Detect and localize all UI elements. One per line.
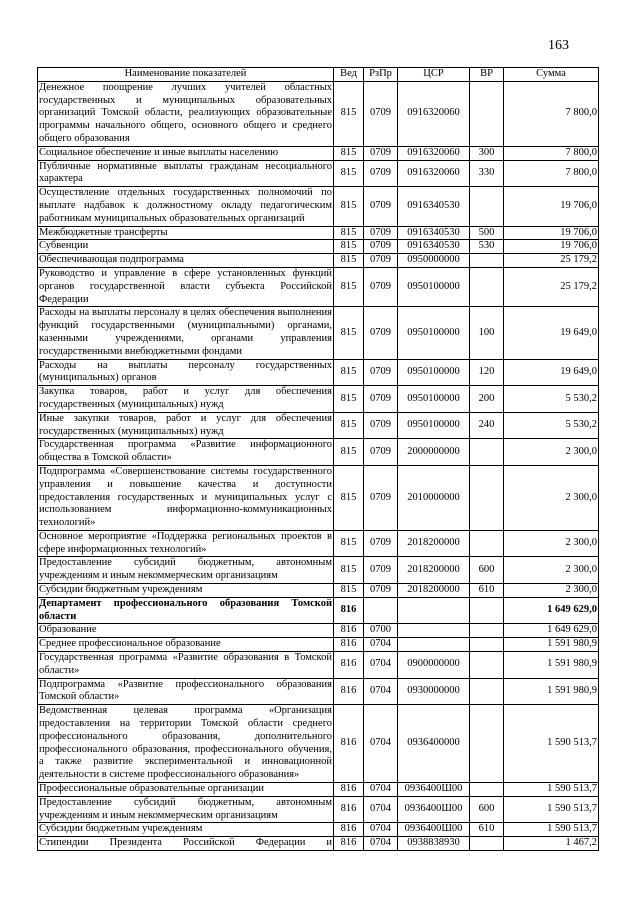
budget-table [37,67,599,851]
cell-ved: 815 [334,465,364,530]
cell-sum: 7 800,0 [504,146,599,160]
table-row [38,160,599,187]
cell-rzpr: 0709 [364,465,398,530]
cell-csr: 0950100000 [398,386,470,413]
header-csr: ЦСР [398,68,470,82]
table-row [38,584,599,598]
cell-vr: 610 [470,584,504,598]
cell-rzpr: 0709 [364,439,398,466]
cell-rzpr: 0709 [364,240,398,254]
cell-csr: 0900000000 [398,652,470,679]
cell-name: Межбюджетные трансферты [38,226,334,240]
table-row [38,638,599,652]
cell-sum: 19 706,0 [504,226,599,240]
cell-ved: 815 [334,160,364,187]
cell-ved: 815 [334,187,364,226]
cell-rzpr: 0709 [364,254,398,268]
cell-csr: 0916320060 [398,146,470,160]
cell-ved: 815 [334,240,364,254]
cell-vr: 240 [470,412,504,439]
cell-ved: 815 [334,386,364,413]
page-number: 163 [548,38,569,53]
table-row [38,307,599,359]
cell-csr: 0936400Ш00 [398,823,470,837]
cell-ved: 815 [334,146,364,160]
table-row [38,624,599,638]
cell-vr [470,638,504,652]
cell-name: Государственная программа «Развитие образования в Томской области» [38,652,334,679]
cell-sum: 25 179,2 [504,267,599,306]
cell-name: Субсидии бюджетным учреждениям [38,823,334,837]
cell-name: Подпрограмма «Совершенствование системы государственного управления и повышение качества и доступности предоставления государственных и муниципальных услуг с использованием информационно-коммуникационных технологий» [38,465,334,530]
cell-rzpr: 0709 [364,81,398,146]
cell-vr: 610 [470,823,504,837]
cell-sum: 1 591 980,9 [504,652,599,679]
table-row [38,678,599,705]
cell-vr: 120 [470,359,504,386]
table-body [38,81,599,850]
cell-csr: 0950100000 [398,412,470,439]
cell-name: Закупка товаров, работ и услуг для обеспечения государственных (муниципальных) нужд [38,386,334,413]
cell-sum: 1 591 980,9 [504,638,599,652]
cell-ved: 816 [334,597,364,624]
cell-name: Подпрограмма «Развитие профессионального образования Томской области» [38,678,334,705]
cell-name: Основное мероприятие «Поддержка региональных проектов в сфере информационных технологий» [38,530,334,557]
cell-csr [398,638,470,652]
cell-csr: 0916320060 [398,160,470,187]
cell-vr: 330 [470,160,504,187]
cell-name: Стипендии Президента Российской Федерации и [38,837,334,851]
table-row [38,783,599,797]
cell-sum: 1 591 980,9 [504,678,599,705]
table-row [38,530,599,557]
cell-sum: 19 649,0 [504,359,599,386]
table-row [38,146,599,160]
cell-rzpr: 0704 [364,705,398,783]
cell-ved: 816 [334,837,364,851]
cell-ved: 815 [334,81,364,146]
cell-sum: 2 300,0 [504,584,599,598]
cell-csr: 0936400Ш00 [398,796,470,823]
cell-rzpr: 0704 [364,652,398,679]
cell-vr [470,530,504,557]
cell-csr: 0950100000 [398,359,470,386]
cell-ved: 816 [334,705,364,783]
cell-ved: 815 [334,226,364,240]
cell-sum: 2 300,0 [504,439,599,466]
table-row [38,187,599,226]
cell-rzpr: 0704 [364,823,398,837]
cell-name: Среднее профессиональное образование [38,638,334,652]
header-sum: Сумма [504,68,599,82]
cell-sum: 2 300,0 [504,557,599,584]
cell-rzpr: 0709 [364,160,398,187]
cell-name: Обеспечивающая подпрограмма [38,254,334,268]
cell-csr: 2018200000 [398,530,470,557]
table-row [38,254,599,268]
cell-vr [470,465,504,530]
cell-rzpr: 0704 [364,837,398,851]
cell-ved: 815 [334,254,364,268]
cell-csr: 2010000000 [398,465,470,530]
cell-name: Субвенции [38,240,334,254]
cell-ved: 815 [334,412,364,439]
table-row [38,465,599,530]
cell-rzpr: 0700 [364,624,398,638]
cell-rzpr: 0709 [364,226,398,240]
cell-sum: 2 300,0 [504,530,599,557]
cell-ved: 816 [334,638,364,652]
cell-vr [470,267,504,306]
cell-ved: 815 [334,530,364,557]
table-row [38,267,599,306]
cell-csr: 0936400Ш00 [398,783,470,797]
cell-vr [470,705,504,783]
cell-rzpr: 0704 [364,638,398,652]
table-row [38,439,599,466]
cell-name: Публичные нормативные выплаты гражданам несоциального характера [38,160,334,187]
table-row [38,652,599,679]
cell-csr: 0916340530 [398,187,470,226]
cell-csr: 2018200000 [398,557,470,584]
cell-name: Государственная программа «Развитие информационного общества в Томской области» [38,439,334,466]
cell-rzpr: 0709 [364,146,398,160]
cell-sum: 1 590 513,7 [504,705,599,783]
table-row [38,557,599,584]
cell-csr: 0950100000 [398,267,470,306]
cell-name: Ведомственная целевая программа «Организация предоставления на территории Томской области среднего профессионального образования, дополнительного профессионального образования, профессионального обучения, а также развитие экспериментальной и инновационной деятельности в системе профессионального образования» [38,705,334,783]
cell-vr [470,837,504,851]
cell-sum: 19 706,0 [504,187,599,226]
cell-csr: 0936400000 [398,705,470,783]
table-row [38,837,599,851]
cell-csr: 0950000000 [398,254,470,268]
cell-rzpr: 0709 [364,530,398,557]
header-vr: ВР [470,68,504,82]
cell-ved: 816 [334,678,364,705]
cell-sum: 1 590 513,7 [504,783,599,797]
cell-ved: 815 [334,307,364,359]
cell-sum: 2 300,0 [504,465,599,530]
cell-vr: 600 [470,796,504,823]
header-name: Наименование показателей [38,68,334,82]
header-rzpr: РзПр [364,68,398,82]
cell-ved: 816 [334,652,364,679]
table-row [38,823,599,837]
cell-sum: 1 590 513,7 [504,823,599,837]
cell-sum: 19 649,0 [504,307,599,359]
cell-name: Осуществление отдельных государственных полномочий по выплате надбавок к должностному окладу педагогическим работникам муниципальных образовательных организаций [38,187,334,226]
cell-vr: 100 [470,307,504,359]
table-row [38,796,599,823]
cell-ved: 816 [334,823,364,837]
cell-ved: 815 [334,557,364,584]
cell-name: Образование [38,624,334,638]
cell-sum: 19 706,0 [504,240,599,254]
cell-name: Предоставление субсидий бюджетным, автономным учреждениям и иным некоммерческим организациям [38,796,334,823]
cell-name: Социальное обеспечение и иные выплаты населению [38,146,334,160]
cell-rzpr: 0704 [364,678,398,705]
cell-vr [470,652,504,679]
cell-csr: 0916340530 [398,240,470,254]
cell-vr: 200 [470,386,504,413]
cell-ved: 816 [334,783,364,797]
cell-csr: 0916320060 [398,81,470,146]
cell-sum: 1 467,2 [504,837,599,851]
cell-name: Руководство и управление в сфере установленных функций органов государственной власти субъекта Российской Федерации [38,267,334,306]
cell-name: Предоставление субсидий бюджетным, автономным учреждениям и иным некоммерческим организациям [38,557,334,584]
cell-sum: 1 649 629,0 [504,624,599,638]
cell-sum: 5 530,2 [504,412,599,439]
cell-sum: 25 179,2 [504,254,599,268]
header-ved: Вед [334,68,364,82]
table-header-row [38,68,599,82]
cell-rzpr: 0709 [364,359,398,386]
table-row [38,386,599,413]
table-row [38,359,599,386]
cell-sum: 1 649 629,0 [504,597,599,624]
cell-vr: 300 [470,146,504,160]
cell-ved: 815 [334,359,364,386]
table-row [38,81,599,146]
cell-name: Профессиональные образовательные организации [38,783,334,797]
cell-sum: 1 590 513,7 [504,796,599,823]
cell-vr [470,678,504,705]
cell-vr [470,81,504,146]
cell-vr: 500 [470,226,504,240]
cell-rzpr: 0709 [364,267,398,306]
cell-csr [398,624,470,638]
cell-csr: 2018200000 [398,584,470,598]
cell-csr: 0916340530 [398,226,470,240]
cell-name: Расходы на выплаты персоналу государственных (муниципальных) органов [38,359,334,386]
cell-vr [470,439,504,466]
table-row [38,226,599,240]
cell-rzpr: 0709 [364,557,398,584]
cell-sum: 7 800,0 [504,160,599,187]
cell-csr: 0950100000 [398,307,470,359]
cell-rzpr: 0709 [364,386,398,413]
table-row [38,240,599,254]
cell-rzpr: 0709 [364,187,398,226]
cell-vr [470,597,504,624]
table-row [38,705,599,783]
cell-vr [470,624,504,638]
cell-vr [470,254,504,268]
cell-rzpr [364,597,398,624]
cell-csr: 0930000000 [398,678,470,705]
cell-vr [470,187,504,226]
table-row [38,597,599,624]
cell-name: Расходы на выплаты персоналу в целях обеспечения выполнения функций государственными (муниципальными) органами, казенными учреждениями, органами управления государственными внебюджетными фондами [38,307,334,359]
cell-sum: 7 800,0 [504,81,599,146]
cell-rzpr: 0704 [364,796,398,823]
cell-vr [470,783,504,797]
table-row [38,412,599,439]
cell-rzpr: 0709 [364,412,398,439]
cell-name: Денежное поощрение лучших учителей областных государственных и муниципальных образовательных организаций Томской области, реализующих образовательные программы начального общего, основного общего и среднего общего образования [38,81,334,146]
cell-sum: 5 530,2 [504,386,599,413]
cell-vr: 530 [470,240,504,254]
cell-ved: 816 [334,624,364,638]
cell-name: Иные закупки товаров, работ и услуг для обеспечения государственных (муниципальных) нужд [38,412,334,439]
cell-csr: 2000000000 [398,439,470,466]
cell-rzpr: 0704 [364,783,398,797]
cell-rzpr: 0709 [364,584,398,598]
cell-csr [398,597,470,624]
cell-csr: 0938838930 [398,837,470,851]
cell-ved: 815 [334,439,364,466]
cell-name: Субсидии бюджетным учреждениям [38,584,334,598]
cell-rzpr: 0709 [364,307,398,359]
cell-ved: 815 [334,267,364,306]
cell-ved: 816 [334,796,364,823]
cell-ved: 815 [334,584,364,598]
cell-name: Департамент профессионального образования Томской области [38,597,334,624]
cell-vr: 600 [470,557,504,584]
